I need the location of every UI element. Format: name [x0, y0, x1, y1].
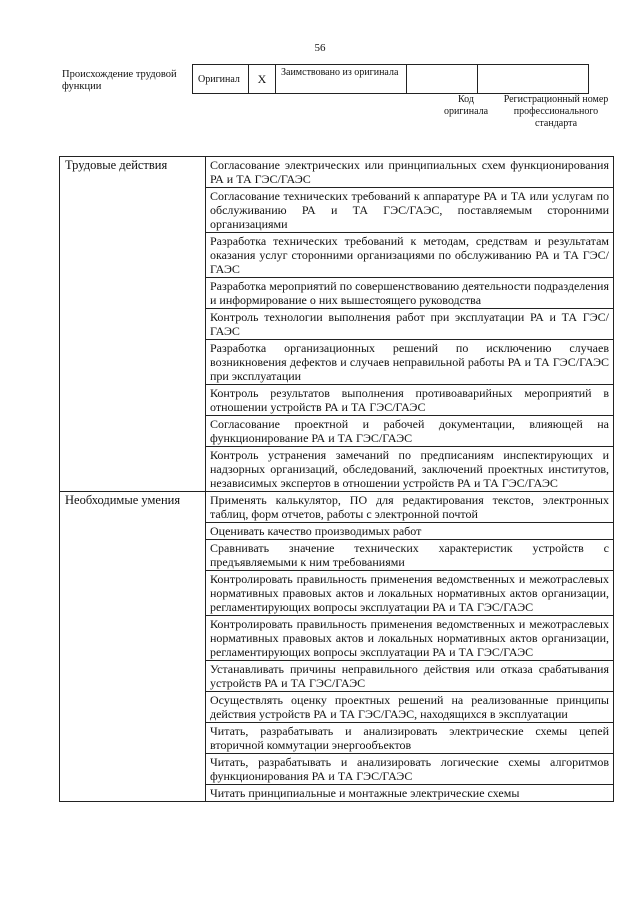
section-title: Необходимые умения [60, 492, 206, 802]
section-item: Применять калькулятор, ПО для редактирования текстов, электронных таблиц, форм отчетов, работы с электронной почтой [206, 492, 614, 523]
origin-label: Происхождение трудовой функции [62, 69, 177, 92]
section-item: Согласование проектной и рабочей документации, влияющей на функционирование РА и ТА ГЭС/ГАЭС [206, 416, 614, 447]
original-mark: X [249, 65, 276, 94]
page-number: 56 [314, 42, 326, 54]
reg-number-cell [478, 65, 589, 94]
section-item: Контроль технологии выполнения работ при эксплуатации РА и ТА ГЭС/ГАЭС [206, 309, 614, 340]
borrowed-cell: Заимствовано из оригинала [276, 65, 407, 94]
section-item: Контролировать правильность применения ведомственных и межотраслевых нормативных правовых актов и локальных нормативных актов организации, регламентирующих вопросы эксплуатации РА и ТА ГЭС/ГАЭС [206, 616, 614, 661]
table-row [60, 492, 614, 523]
section-item: Разработка технических требований к методам, средствам и результатам оказания услуг сторонними организациями по обслуживанию РА и ТА ГЭС/ГАЭС [206, 233, 614, 278]
section-item: Разработка организационных решений по исключению случаев возникновения дефектов и случаев неправильной работы РА и ТА ГЭС/ГАЭС при эксплуатации [206, 340, 614, 385]
section-item: Осуществлять оценку проектных решений на реализованные принципы действия устройств РА и ТА ГЭС/ГАЭС, находящихся в эксплуатации [206, 692, 614, 723]
section-title: Трудовые действия [60, 157, 206, 492]
section-item: Читать, разрабатывать и анализировать электрические схемы цепей вторичной коммутации энергообъектов [206, 723, 614, 754]
reg-caption: Регистрационный номер профессионального стандарта [503, 94, 609, 129]
section-item: Согласование электрических или принципиальных схем функционирования РА и ТА ГЭС/ГАЭС [206, 157, 614, 188]
code-cell [407, 65, 478, 94]
functions-table [59, 156, 614, 802]
section-item: Устанавливать причины неправильного действия или отказа срабатывания устройств РА и ТА ГЭС/ГАЭС [206, 661, 614, 692]
section-item: Читать принципиальные и монтажные электрические схемы [206, 785, 614, 802]
origin-table [192, 64, 589, 94]
section-item: Сравнивать значение технических характеристик устройств с предъявляемыми к ним требованиями [206, 540, 614, 571]
section-item: Разработка мероприятий по совершенствованию деятельности подразделения и информирование о них вышестоящего руководства [206, 278, 614, 309]
table-row [60, 157, 614, 188]
section-item: Контроль устранения замечаний по предписаниям инспектирующих и надзорных организаций, обследований, заключений проектных институтов, независимых экспертов в отношении устройств РА и ТА ГЭС/ГАЭС [206, 447, 614, 492]
code-caption: Код оригинала [443, 94, 489, 117]
section-item: Читать, разрабатывать и анализировать логические схемы алгоритмов функционирования РА и ТА ГЭС/ГАЭС [206, 754, 614, 785]
section-item: Контролировать правильность применения ведомственных и межотраслевых нормативных правовых актов и локальных нормативных актов организации, регламентирующих вопросы эксплуатации РА и ТА ГЭС/ГАЭС [206, 571, 614, 616]
section-item: Согласование технических требований к аппаратуре РА и ТА или услугам по обслуживанию РА и ТА ГЭС/ГАЭС, поставляемым сторонними организациями [206, 188, 614, 233]
section-item: Контроль результатов выполнения противоаварийных мероприятий в отношении устройств РА и ТА ГЭС/ГАЭС [206, 385, 614, 416]
section-item: Оценивать качество производимых работ [206, 523, 614, 540]
original-cell: Оригинал [193, 65, 249, 94]
